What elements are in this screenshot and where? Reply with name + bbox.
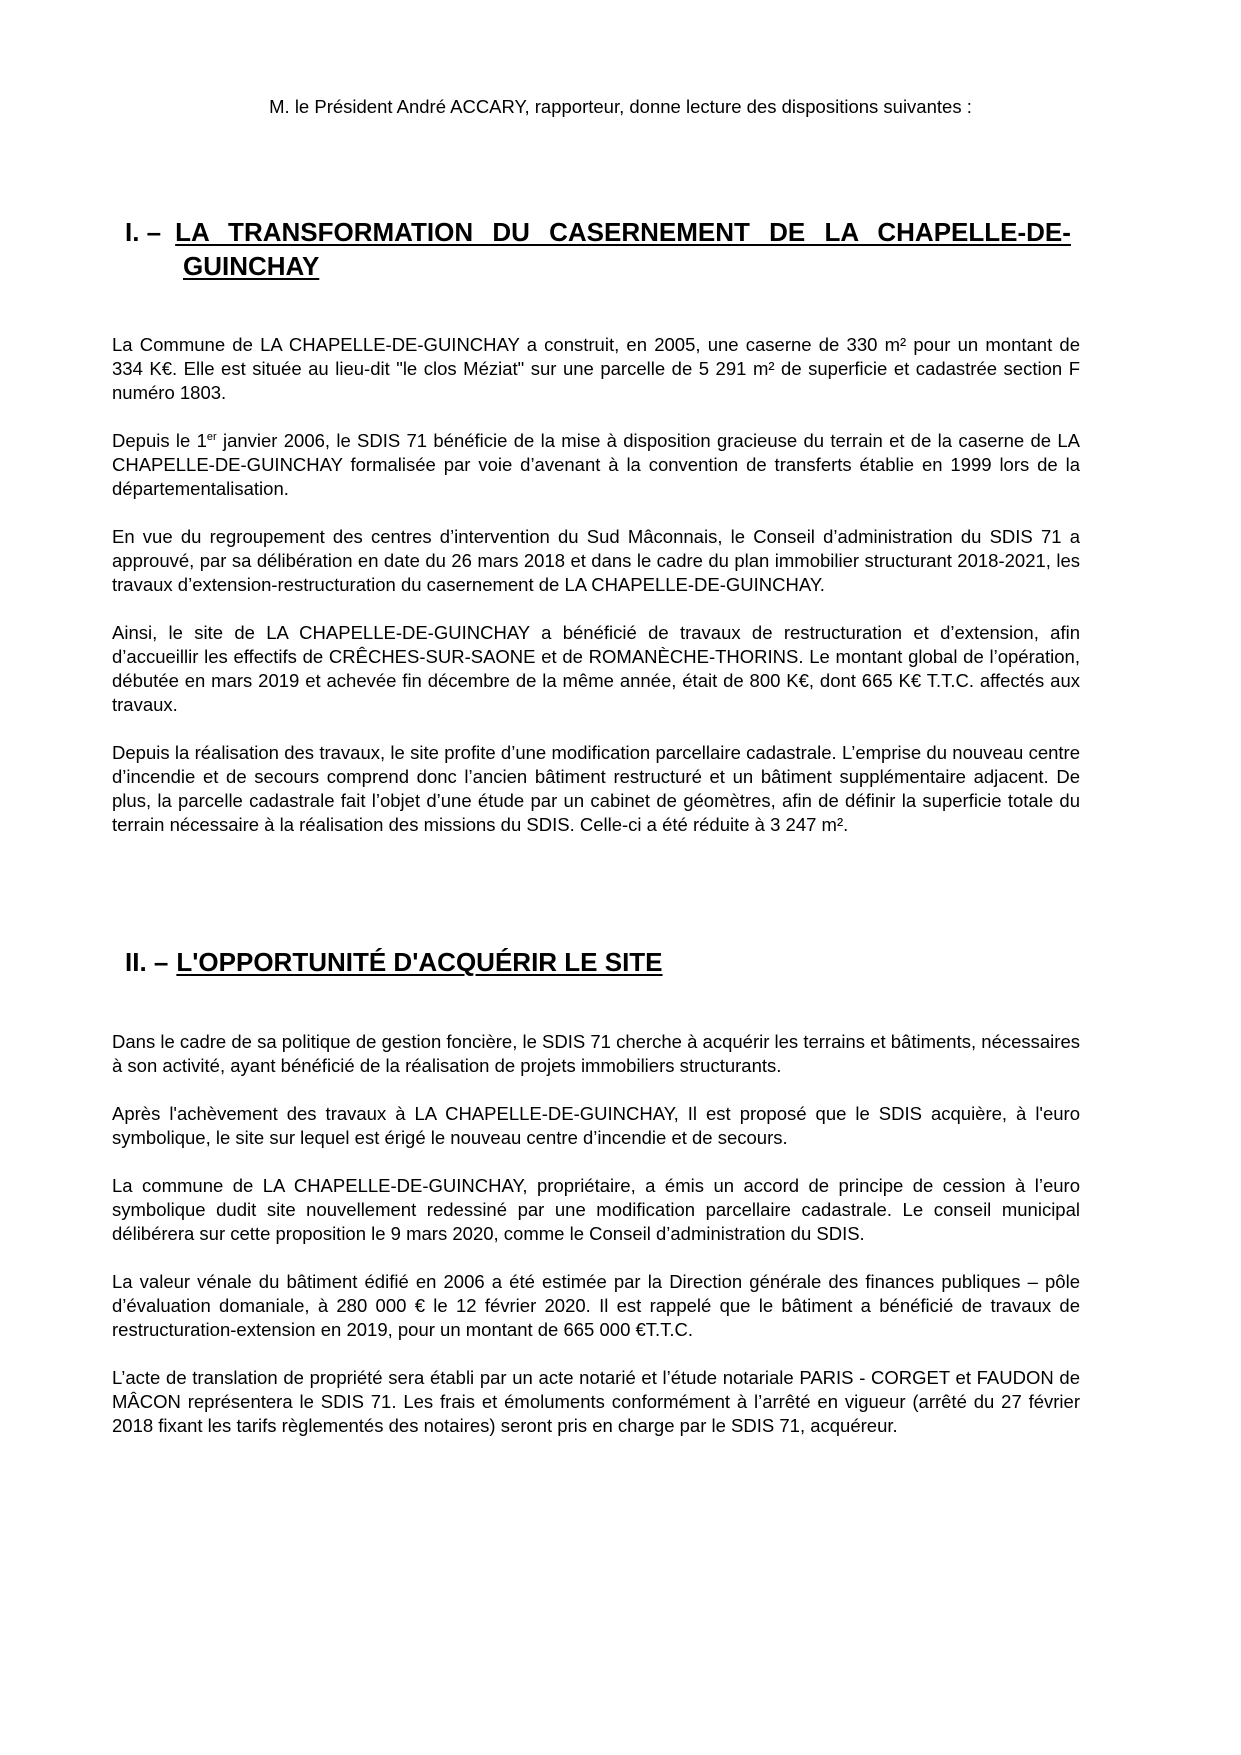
paragraph-text: janvier 2006, le SDIS 71 bénéficie de la mise à disposition gracieuse du terrain et de la caserne de LA CHAPELLE-DE-GUINCHAY formalisée par voie d’avenant à la convention de transferts établie en 1999 lors de la départementalisation.: [112, 430, 1080, 499]
section-1-paragraph-3: En vue du regroupement des centres d’intervention du Sud Mâconnais, le Conseil d’administration du SDIS 71 a approuvé, par sa délibération en date du 26 mars 2018 et dans le cadre du plan immobilier structurant 2018-2021, les travaux d’extension-restructuration du casernement de LA CHAPELLE-DE-GUINCHAY.: [112, 526, 1080, 595]
section-2-paragraph-5: L’acte de translation de propriété sera établi par un acte notarié et l’étude notariale PARIS - CORGET et FAUDON de MÂCON représentera le SDIS 71. Les frais et émoluments conformément à l’arrêté en vigueur (arrêté du 27 février 2018 fixant les tarifs règlementés des notaires) seront pris en charge par le SDIS 71, acquéreur.: [112, 1367, 1080, 1436]
section-2-number: II. –: [125, 947, 169, 977]
section-1-paragraph-5: Depuis la réalisation des travaux, le site profite d’une modification parcellaire cadastrale. L’emprise du nouveau centre d’incendie et de secours comprend donc l’ancien bâtiment restructuré et un bâtiment supplémentaire adjacent. De plus, la parcelle cadastrale fait l’objet d’une étude par un cabinet de géomètres, afin de définir la superficie totale du terrain nécessaire à la réalisation des missions du SDIS. Celle-ci a été réduite à 3 247 m².: [112, 742, 1080, 835]
ordinal-superscript: er: [206, 430, 217, 443]
section-2-paragraph-1: Dans le cadre de sa politique de gestion foncière, le SDIS 71 cherche à acquérir les terrains et bâtiments, nécessaires à son activité, ayant bénéficié de la réalisation de projets immobiliers structurants.: [112, 1031, 1080, 1076]
section-2-title: L'OPPORTUNITÉ D'ACQUÉRIR LE SITE: [176, 947, 663, 977]
section-1-paragraph-4: Ainsi, le site de LA CHAPELLE-DE-GUINCHAY a bénéficié de travaux de restructuration et d’extension, afin d’accueillir les effectifs de CRÊCHES-SUR-SAONE et de ROMANÈCHE-THORINS. Le montant global de l’opération, débutée en mars 2019 et achevée fin décembre de la même année, était de 800 K€, dont 665 K€ T.T.C. affectés aux travaux.: [112, 622, 1080, 715]
section-1-paragraph-2: [112, 429, 1080, 501]
section-2-body: [112, 1030, 1080, 1462]
section-1-paragraph-1: La Commune de LA CHAPELLE-DE-GUINCHAY a construit, en 2005, une caserne de 330 m² pour un montant de 334 K€. Elle est située au lieu-dit "le clos Méziat" sur une parcelle de 5 291 m² de superficie et cadastrée section F numéro 1803.: [112, 334, 1080, 403]
section-2-heading: [125, 945, 1080, 979]
section-2-paragraph-4: La valeur vénale du bâtiment édifié en 2006 a été estimée par la Direction générale des finances publiques – pôle d’évaluation domaniale, à 280 000 € le 12 février 2020. Il est rappelé que le bâtiment a bénéficié de travaux de restructuration-extension en 2019, pour un montant de 665 000 €T.T.C.: [112, 1271, 1080, 1340]
section-2-paragraph-3: La commune de LA CHAPELLE-DE-GUINCHAY, propriétaire, a émis un accord de principe de cession à l’euro symbolique dudit site nouvellement redessiné par une modification parcellaire cadastrale. Le conseil municipal délibérera sur cette proposition le 9 mars 2020, comme le Conseil d’administration du SDIS.: [112, 1175, 1080, 1244]
section-1-title-line-1: LA TRANSFORMATION DU CASERNEMENT DE LA CHAPELLE-DE-: [175, 217, 1071, 247]
section-1-title-line-2: GUINCHAY: [183, 251, 320, 281]
section-1-body: [112, 333, 1080, 861]
intro-line: M. le Président André ACCARY, rapporteur, donne lecture des dispositions suivantes :: [269, 96, 972, 117]
section-1-number: I. –: [125, 217, 162, 247]
section-1-heading: [125, 215, 1080, 283]
paragraph-text: Depuis le 1: [112, 430, 207, 451]
section-2-paragraph-2: Après l'achèvement des travaux à LA CHAPELLE-DE-GUINCHAY, Il est proposé que le SDIS acquière, à l'euro symbolique, le site sur lequel est érigé le nouveau centre d’incendie et de secours.: [112, 1103, 1080, 1148]
